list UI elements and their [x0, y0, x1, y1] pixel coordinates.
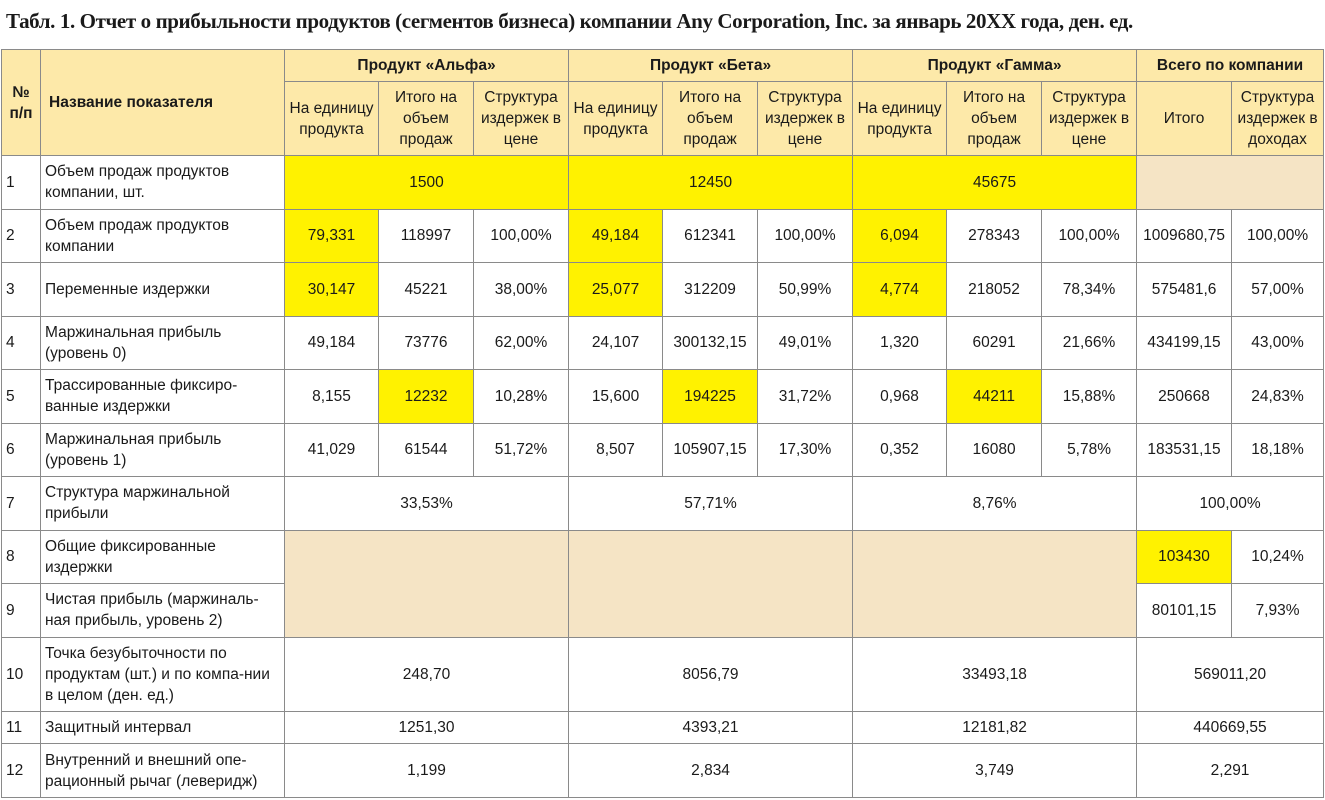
table-cell: 1,320: [853, 316, 947, 370]
row-number: 3: [2, 263, 41, 317]
table-row: [2, 712, 1324, 744]
header-group-beta: Продукт «Бета»: [569, 50, 853, 82]
table-cell: 49,184: [285, 316, 379, 370]
table-cell: 15,88%: [1042, 370, 1137, 424]
table-cell: 18,18%: [1232, 423, 1324, 477]
cell-empty: [853, 530, 1137, 637]
cell-alpha: 1,199: [285, 744, 569, 798]
table-cell: 10,24%: [1232, 530, 1324, 584]
header-group-total: Всего по компании: [1137, 50, 1324, 82]
table-cell: 100,00%: [758, 209, 853, 263]
table-cell: 16080: [947, 423, 1042, 477]
table-cell: 80101,15: [1137, 584, 1232, 638]
cell-beta: 4393,21: [569, 712, 853, 744]
table-cell: 30,147: [285, 263, 379, 317]
cell-empty: [1137, 156, 1324, 210]
table-cell: 100,00%: [474, 209, 569, 263]
header-sub: Итого на объем продаж: [379, 82, 474, 156]
cell-empty: [285, 530, 569, 637]
cell-alpha: 1500: [285, 156, 569, 210]
table-row: [2, 423, 1324, 477]
table-row: [2, 263, 1324, 317]
table-cell: 51,72%: [474, 423, 569, 477]
row-number: 8: [2, 530, 41, 584]
cell-gamma: 3,749: [853, 744, 1137, 798]
table-row: [2, 477, 1324, 531]
table-cell: 15,600: [569, 370, 663, 424]
profitability-report-table: [1, 49, 1324, 798]
cell-beta: 2,834: [569, 744, 853, 798]
table-cell: 4,774: [853, 263, 947, 317]
table-cell: 118997: [379, 209, 474, 263]
table-cell: 312209: [663, 263, 758, 317]
table-cell: 6,094: [853, 209, 947, 263]
cell-beta: 57,71%: [569, 477, 853, 531]
cell-gamma: 8,76%: [853, 477, 1137, 531]
row-number: 2: [2, 209, 41, 263]
header-sub: Итого на объем продаж: [663, 82, 758, 156]
row-number: 4: [2, 316, 41, 370]
table-cell: 17,30%: [758, 423, 853, 477]
row-number: 12: [2, 744, 41, 798]
table-cell: 25,077: [569, 263, 663, 317]
table-cell: 24,107: [569, 316, 663, 370]
row-number: 7: [2, 477, 41, 531]
row-label: Переменные издержки: [41, 263, 285, 317]
row-number: 9: [2, 584, 41, 638]
table-cell: 100,00%: [1042, 209, 1137, 263]
header-sub-total: Итого: [1137, 82, 1232, 156]
table-cell: 1009680,75: [1137, 209, 1232, 263]
table-cell: 43,00%: [1232, 316, 1324, 370]
table-cell: 49,184: [569, 209, 663, 263]
table-row: [2, 637, 1324, 712]
cell-gamma: 33493,18: [853, 637, 1137, 712]
table-title: Табл. 1. Отчет о прибыльности продуктов (сегментов бизнеса) компании Any Corporation, Inc. за январь 20XX года, ден. ед.: [6, 9, 1133, 33]
table-cell: 44211: [947, 370, 1042, 424]
row-number: 11: [2, 712, 41, 744]
row-label: Точка безубыточности по продуктам (шт.) и по компа-нии в целом (ден. ед.): [41, 637, 285, 712]
row-label: Защитный интервал: [41, 712, 285, 744]
table-cell: 0,352: [853, 423, 947, 477]
table-cell: 62,00%: [474, 316, 569, 370]
table-cell: 79,331: [285, 209, 379, 263]
table-cell: 612341: [663, 209, 758, 263]
table-cell: 5,78%: [1042, 423, 1137, 477]
table-cell: 194225: [663, 370, 758, 424]
table-cell: 434199,15: [1137, 316, 1232, 370]
table-row: [2, 370, 1324, 424]
header-sub: На единицу продукта: [569, 82, 663, 156]
table-row: [2, 209, 1324, 263]
header-sub: На единицу продукта: [285, 82, 379, 156]
header-sub: Структура издержек в цене: [1042, 82, 1137, 156]
table-cell: 45221: [379, 263, 474, 317]
header-sub: Структура издержек в цене: [474, 82, 569, 156]
table-row: [2, 744, 1324, 798]
cell-alpha: 248,70: [285, 637, 569, 712]
table-cell: 7,93%: [1232, 584, 1324, 638]
table-cell: 575481,6: [1137, 263, 1232, 317]
table-cell: 100,00%: [1232, 209, 1324, 263]
table-cell: 24,83%: [1232, 370, 1324, 424]
row-label: Структура маржинальной прибыли: [41, 477, 285, 531]
table-cell: 38,00%: [474, 263, 569, 317]
table-cell: 31,72%: [758, 370, 853, 424]
cell-empty: [569, 530, 853, 637]
table-cell: 50,99%: [758, 263, 853, 317]
table-cell: 78,34%: [1042, 263, 1137, 317]
table-cell: 61544: [379, 423, 474, 477]
table-cell: 8,155: [285, 370, 379, 424]
table-cell: 250668: [1137, 370, 1232, 424]
table-cell: 300132,15: [663, 316, 758, 370]
table-cell: 60291: [947, 316, 1042, 370]
table-row: [2, 530, 1324, 584]
row-number: 6: [2, 423, 41, 477]
table-cell: 218052: [947, 263, 1042, 317]
cell-beta: 8056,79: [569, 637, 853, 712]
row-label: Чистая прибыль (маржиналь-ная прибыль, уровень 2): [41, 584, 285, 638]
table-cell: 105907,15: [663, 423, 758, 477]
table-cell: 183531,15: [1137, 423, 1232, 477]
header-sub-total: Структура издержек в доходах: [1232, 82, 1324, 156]
header-name: Название показателя: [41, 50, 285, 156]
row-label: Маржинальная прибыль (уровень 0): [41, 316, 285, 370]
row-label: Объем продаж продуктов компании, шт.: [41, 156, 285, 210]
cell-total: 569011,20: [1137, 637, 1324, 712]
row-label: Внутренний и внешний опе-рационный рычаг (леверидж): [41, 744, 285, 798]
row-label: Объем продаж продуктов компании: [41, 209, 285, 263]
header-group-gamma: Продукт «Гамма»: [853, 50, 1137, 82]
cell-gamma: 45675: [853, 156, 1137, 210]
row-number: 10: [2, 637, 41, 712]
table-cell: 41,029: [285, 423, 379, 477]
row-label: Трассированные фиксиро-ванные издержки: [41, 370, 285, 424]
table-row: [2, 156, 1324, 210]
cell-beta: 12450: [569, 156, 853, 210]
row-number: 5: [2, 370, 41, 424]
cell-total: 100,00%: [1137, 477, 1324, 531]
row-label: Маржинальная прибыль (уровень 1): [41, 423, 285, 477]
header-sub: Структура издержек в цене: [758, 82, 853, 156]
table-cell: 49,01%: [758, 316, 853, 370]
row-number: 1: [2, 156, 41, 210]
cell-alpha: 1251,30: [285, 712, 569, 744]
table-cell: 21,66%: [1042, 316, 1137, 370]
table-cell: 103430: [1137, 530, 1232, 584]
header-num: № п/п: [2, 50, 41, 156]
cell-total: 440669,55: [1137, 712, 1324, 744]
cell-alpha: 33,53%: [285, 477, 569, 531]
table-row: [2, 316, 1324, 370]
table-cell: 278343: [947, 209, 1042, 263]
table-cell: 12232: [379, 370, 474, 424]
row-label: Общие фиксированные издержки: [41, 530, 285, 584]
header-sub: Итого на объем продаж: [947, 82, 1042, 156]
cell-gamma: 12181,82: [853, 712, 1137, 744]
table-cell: 8,507: [569, 423, 663, 477]
table-cell: 0,968: [853, 370, 947, 424]
table-cell: 73776: [379, 316, 474, 370]
cell-total: 2,291: [1137, 744, 1324, 798]
table-cell: 57,00%: [1232, 263, 1324, 317]
header-sub: На единицу продукта: [853, 82, 947, 156]
table-cell: 10,28%: [474, 370, 569, 424]
header-group-alpha: Продукт «Альфа»: [285, 50, 569, 82]
